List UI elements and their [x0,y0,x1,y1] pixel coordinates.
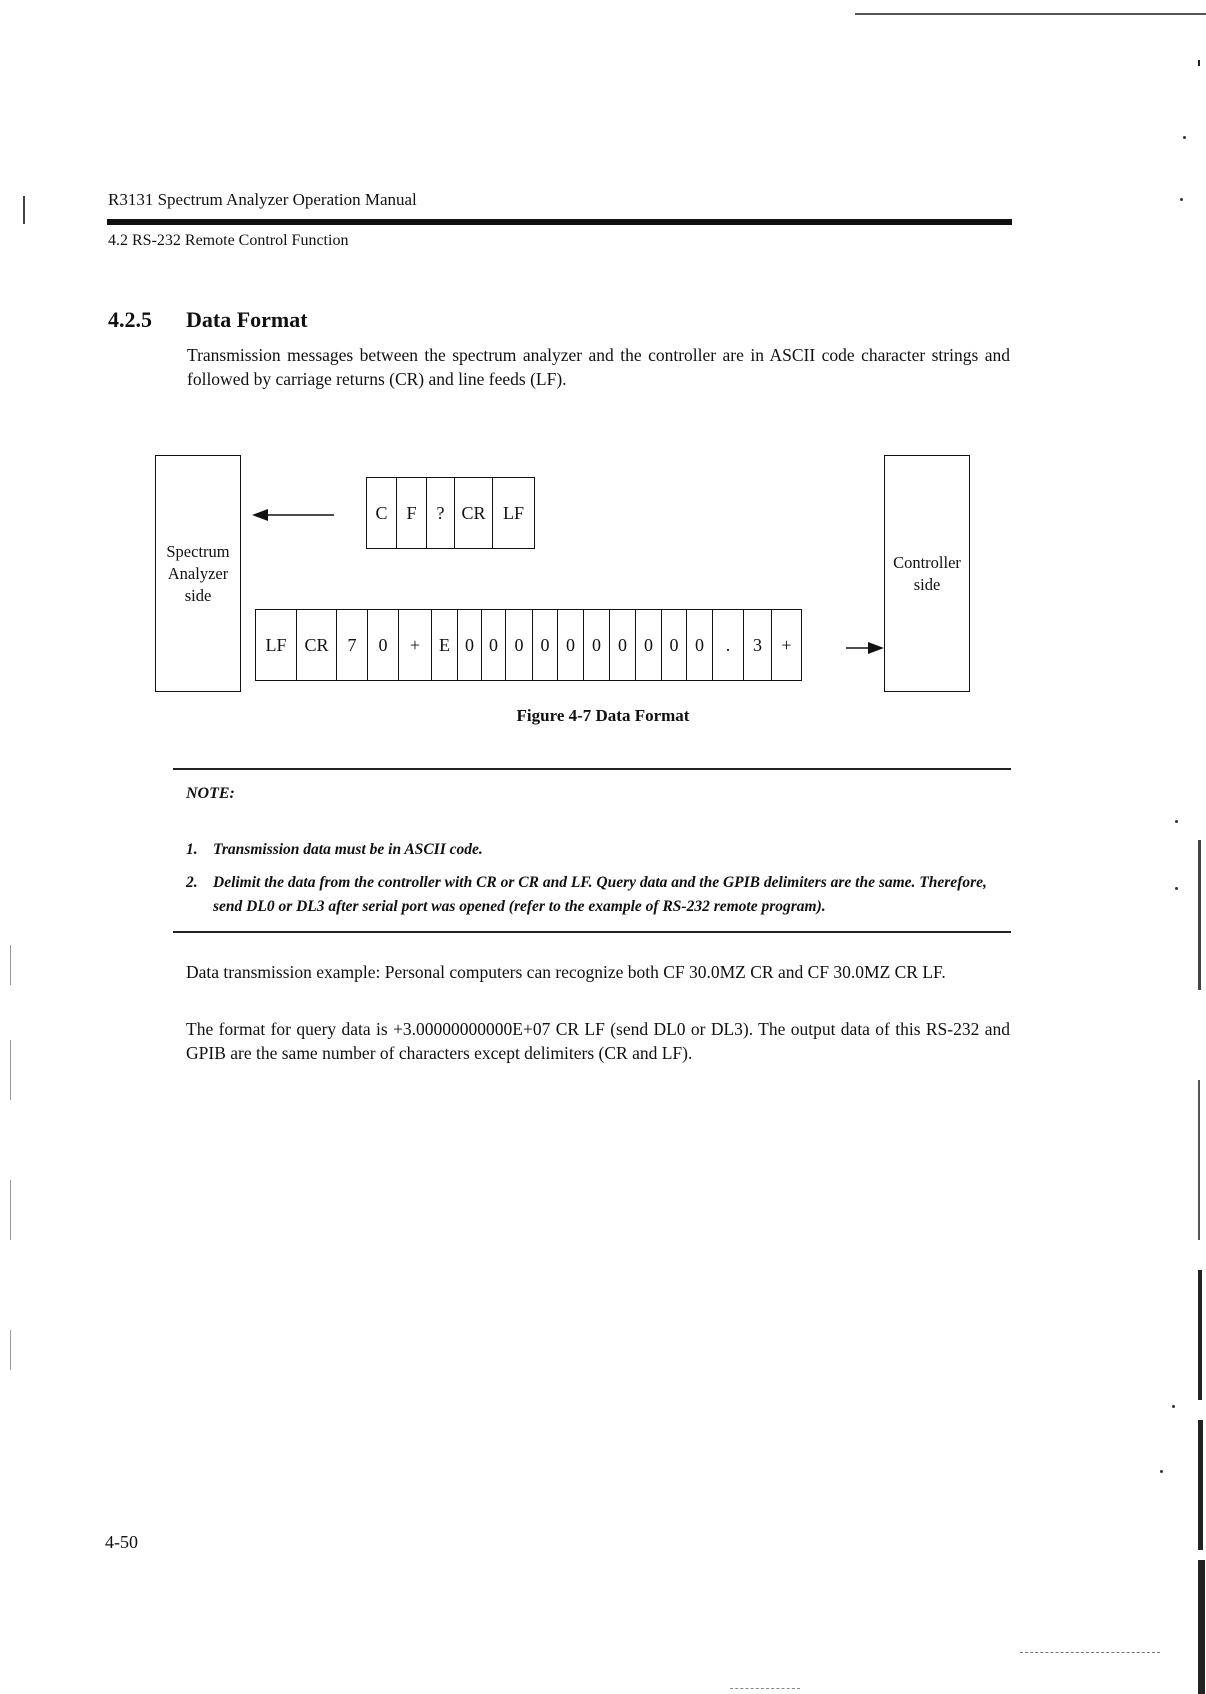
response-cell: 3 [744,610,772,680]
response-cell: E [432,610,458,680]
intro-paragraph: Transmission messages between the spectrum analyzer and the controller are in ASCII code character strings and followed by carriage returns (CR) and line feeds (LF). [187,345,1010,389]
scan-top-line [855,13,1206,15]
response-cell: . [713,610,744,680]
note-item-text: Transmission data must be in ASCII code. [213,841,483,858]
response-cell: + [399,610,432,680]
header-rule [107,219,1012,225]
query-cell: C [367,478,397,548]
controller-label-line: side [913,574,941,594]
query-cell: CR [455,478,493,548]
response-cell: 0 [584,610,610,680]
section-number: 4.2.5 [108,307,152,332]
analyzer-label-line: Analyzer [167,563,229,583]
right-arrow-icon [846,642,884,654]
scan-dot [1172,1405,1175,1408]
response-cell: CR [297,610,337,680]
query-cell: ? [427,478,455,548]
query-cell: F [397,478,427,548]
response-cell: + [781,634,792,655]
scan-left-mark [10,1330,11,1370]
scan-right-edge [1198,0,1206,1694]
body-paragraph: Data transmission example: Personal computers can recognize both CF 30.0MZ CR and CF 30.0MZ CR LF. [186,962,946,982]
controller-box [884,455,970,692]
response-cell: 0 [458,610,482,680]
figure-caption: Figure 4-7 Data Format [516,706,690,725]
note-item-number: 2. [186,874,198,891]
response-cell: 0 [662,610,687,680]
spectrum-analyzer-box [155,455,241,692]
scan-dashes [730,1688,800,1689]
query-message [366,477,535,549]
body-paragraph: The format for query data is +3.00000000000E+07 CR LF (send DL0 or DL3). The output data of this RS-232 and GPIB are the same number of characters except delimiters (CR and LF). [186,1019,1010,1063]
scan-dot [1160,1470,1163,1473]
scan-left-mark [10,1180,11,1240]
section-header: 4.2 RS-232 Remote Control Function [108,232,349,249]
response-cell: 0 [506,610,533,680]
note-heading: NOTE: [186,785,235,802]
response-message [255,609,802,681]
response-cell: 0 [610,610,636,680]
page-number: 4-50 [105,1532,138,1552]
response-cell: 0 [687,610,713,680]
manual-title: R3131 Spectrum Analyzer Operation Manual [108,190,417,209]
scan-left-mark [10,1040,11,1100]
response-cell: 0 [558,610,584,680]
scan-dot [1180,198,1183,201]
response-cell: 0 [482,610,506,680]
analyzer-label-line: side [184,585,212,605]
response-cell: 0 [368,610,399,680]
controller-label-line: Controller [893,552,961,572]
note-item-text: Delimit the data from the controller with CR or CR and LF. Query data and the GPIB delimiters are the same. Therefore, send DL0 or DL3 after serial port was opened (refer to the example of RS-232 remote program). [213,874,987,915]
response-cell: 0 [636,610,662,680]
scan-dot [1175,887,1178,890]
note-rule-bottom [173,931,1011,933]
response-cell: 0 [533,610,558,680]
response-cell: LF [256,610,297,680]
response-cell: 7 [337,610,368,680]
query-cell: LF [502,502,524,523]
note-rule-top [173,768,1011,770]
scan-left-mark [10,945,11,985]
scan-dot [1175,820,1178,823]
section-title: Data Format [186,307,308,332]
note-item-number: 1. [186,841,198,858]
scan-left-mark [23,196,25,224]
analyzer-label-line: Spectrum [166,541,230,561]
scan-dashes [1020,1652,1160,1653]
left-arrow-icon [252,509,334,521]
scan-dot [1183,136,1186,139]
